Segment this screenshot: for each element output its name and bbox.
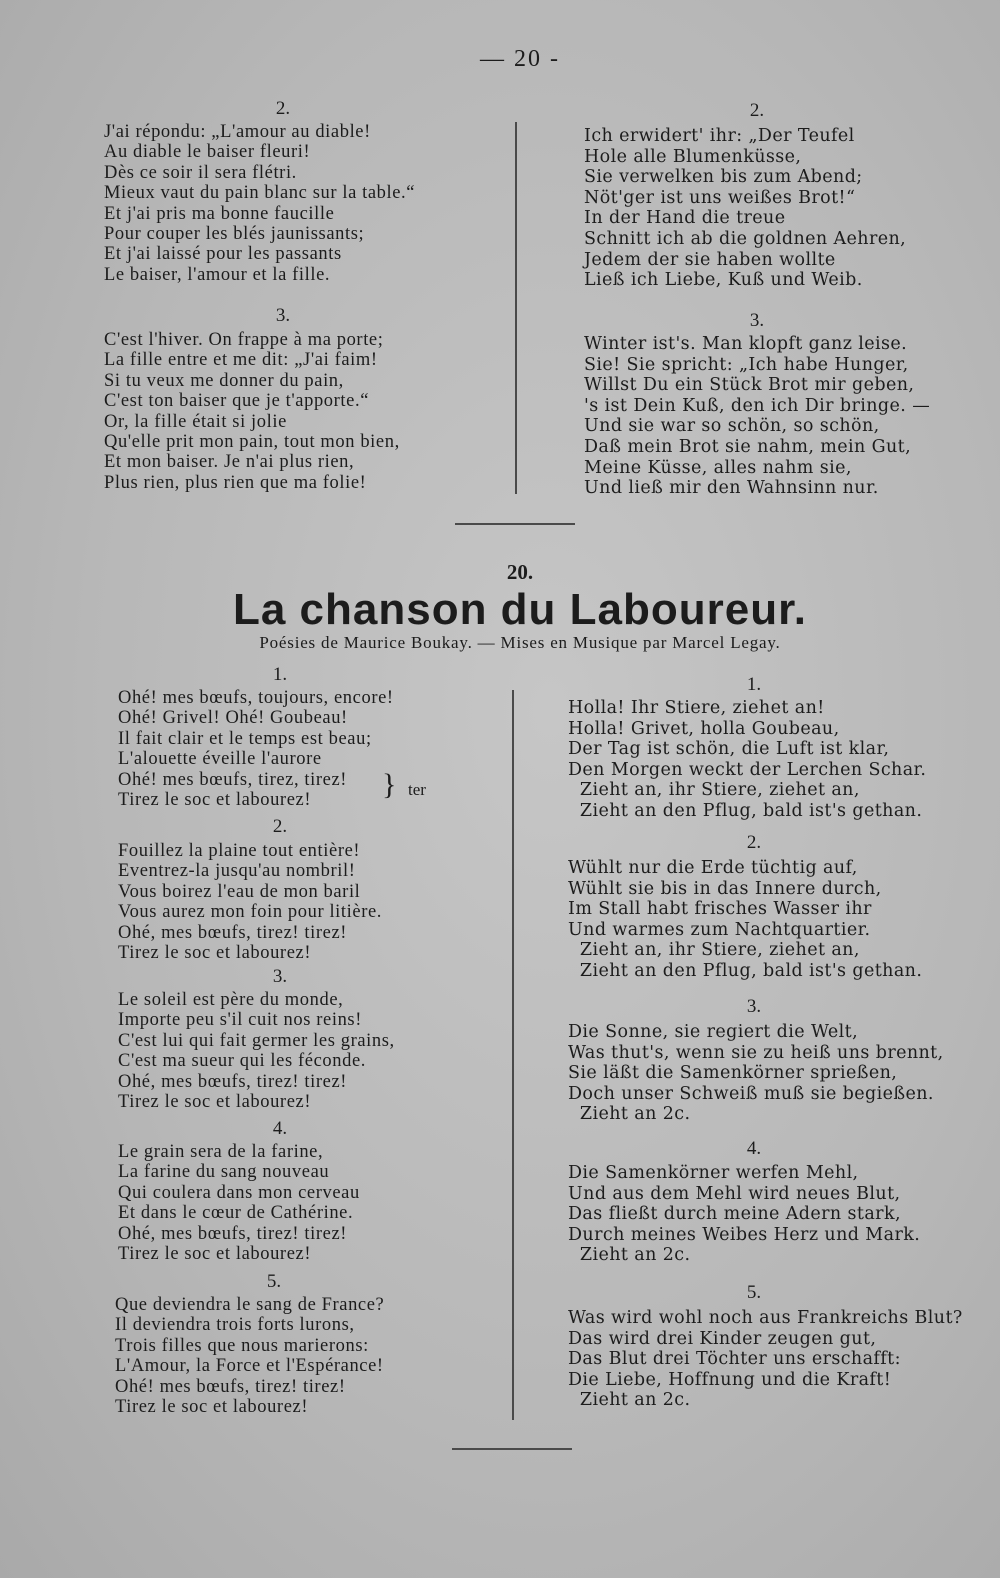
column-divider	[515, 122, 517, 494]
french-stanza: J'ai répondu: „L'amour au diable! Au diable le baiser fleuri! Dès ce soir il sera flétri. Mieux vaut du pain blanc sur la table.“ Et j'ai pris ma bonne faucille Pour couper les blés jaunissants; Et j'ai laissé pour les passants Le baiser, l'amour et la fille.	[104, 122, 416, 285]
song-number: 20.	[506, 560, 534, 584]
column-divider	[512, 690, 514, 1420]
stanza-number: 4.	[746, 1138, 762, 1159]
german-stanza: Holla! Ihr Stiere, ziehet an! Holla! Grivet, holla Goubeau, Der Tag ist schön, die Luft ist klar, Den Morgen weckt der Lerchen Schar. Zieht an, ihr Stiere, ziehet an, Zieht an den Pflug, bald ist's gethan.	[568, 698, 927, 821]
stanza-number: 5.	[746, 1282, 762, 1303]
stanza-number: 2.	[275, 98, 291, 119]
stanza-number: 3.	[746, 996, 762, 1017]
german-stanza: Winter ist's. Man klopft ganz leise. Sie! Sie spricht: „Ich habe Hunger, Willst Du ein Stück Brot mir geben, 's ist Dein Kuß, den ich Dir bringe. — Und sie war so schön, so schön, Daß mein Brot sie nahm, mein Gut, Meine Küsse, alles nahm sie, Und ließ mir den Wahnsinn nur.	[584, 334, 931, 499]
french-refrain: Ohé! mes bœufs, tirez, tirez! Tirez le soc et labourez!	[118, 770, 348, 811]
stanza-number: 2.	[746, 832, 762, 853]
refrain-brace: }	[382, 768, 397, 801]
french-stanza: Ohé! mes bœufs, toujours, encore! Ohé! Grivel! Ohé! Goubeau! Il fait clair et le temps est beau; L'alouette éveille l'aurore	[118, 688, 394, 770]
page-number: — 20 -	[480, 46, 560, 72]
stanza-number: 2.	[749, 100, 765, 121]
french-stanza: Le soleil est père du monde, Importe peu s'il cuit nos reins! C'est lui qui fait germer les grains, C'est ma sueur qui les féconde. Ohé, mes bœufs, tirez! tirez! Tirez le soc et labourez!	[118, 990, 395, 1113]
stanza-number: 3.	[275, 305, 291, 326]
stanza-number: 1.	[746, 674, 762, 695]
section-rule	[452, 1448, 572, 1450]
stanza-number: 4.	[272, 1118, 288, 1139]
french-stanza: Le grain sera de la farine, La farine du sang nouveau Qui coulera dans mon cerveau Et dans le cœur de Cathérine. Ohé, mes bœufs, tirez! tirez! Tirez le soc et labourez!	[118, 1142, 360, 1265]
repeat-mark: ter	[408, 780, 426, 799]
german-stanza: Wühlt nur die Erde tüchtig auf, Wühlt sie bis in das Innere durch, Im Stall habt frisches Wasser ihr Und warmes zum Nachtquartier. Zieht an, ihr Stiere, ziehet an, Zieht an den Pflug, bald ist's gethan.	[568, 858, 923, 981]
french-stanza: C'est l'hiver. On frappe à ma porte; La fille entre et me dit: „J'ai faim! Si tu veux me donner du pain, C'est ton baiser que je t'apporte.“ Or, la fille était si jolie Qu'elle prit mon pain, tout mon bien, Et mon baiser. Je n'ai plus rien, Plus rien, plus rien que ma folie!	[104, 330, 400, 493]
song-title: La chanson du Laboureur.	[232, 585, 808, 634]
german-stanza: Ich erwidert' ihr: „Der Teufel Hole alle Blumenküsse, Sie verwelken bis zum Abend; Nöt'ger ist uns weißes Brot!“ In der Hand die treue Schnitt ich ab die goldnen Aehren, Jedem der sie haben wollte Ließ ich Liebe, Kuß und Weib.	[584, 126, 907, 291]
stanza-number: 2.	[272, 816, 288, 837]
french-stanza: Que deviendra le sang de France? Il deviendra trois forts lurons, Trois filles que nous marierons: L'Amour, la Force et l'Espérance! Ohé! mes bœufs, tirez! tirez! Tirez le soc et labourez!	[115, 1295, 385, 1418]
song-credits: Poésies de Maurice Boukay. — Mises en Musique par Marcel Legay.	[259, 633, 781, 652]
stanza-number: 1.	[272, 664, 288, 685]
section-rule	[455, 523, 575, 525]
stanza-number: 5.	[266, 1271, 282, 1292]
german-stanza: Die Samenkörner werfen Mehl, Und aus dem Mehl wird neues Blut, Das fließt durch meine Adern stark, Durch meines Weibes Herz und Mark. Zieht an 2c.	[568, 1163, 921, 1266]
german-stanza: Die Sonne, sie regiert die Welt, Was thut's, wenn sie zu heiß uns brennt, Sie läßt die Samenkörner sprießen, Doch unser Schweiß muß sie begießen. Zieht an 2c.	[568, 1022, 944, 1125]
french-stanza: Fouillez la plaine tout entière! Eventrez-la jusqu'au nombril! Vous boirez l'eau de mon baril Vous aurez mon foin pour litière. Ohé, mes bœufs, tirez! tirez! Tirez le soc et labourez!	[118, 841, 383, 964]
stanza-number: 3.	[749, 310, 765, 331]
german-stanza: Was wird wohl noch aus Frankreichs Blut? Das wird drei Kinder zeugen gut, Das Blut drei Töchter uns erschafft: Die Liebe, Hoffnung und die Kraft! Zieht an 2c.	[568, 1308, 963, 1411]
stanza-number: 3.	[272, 966, 288, 987]
